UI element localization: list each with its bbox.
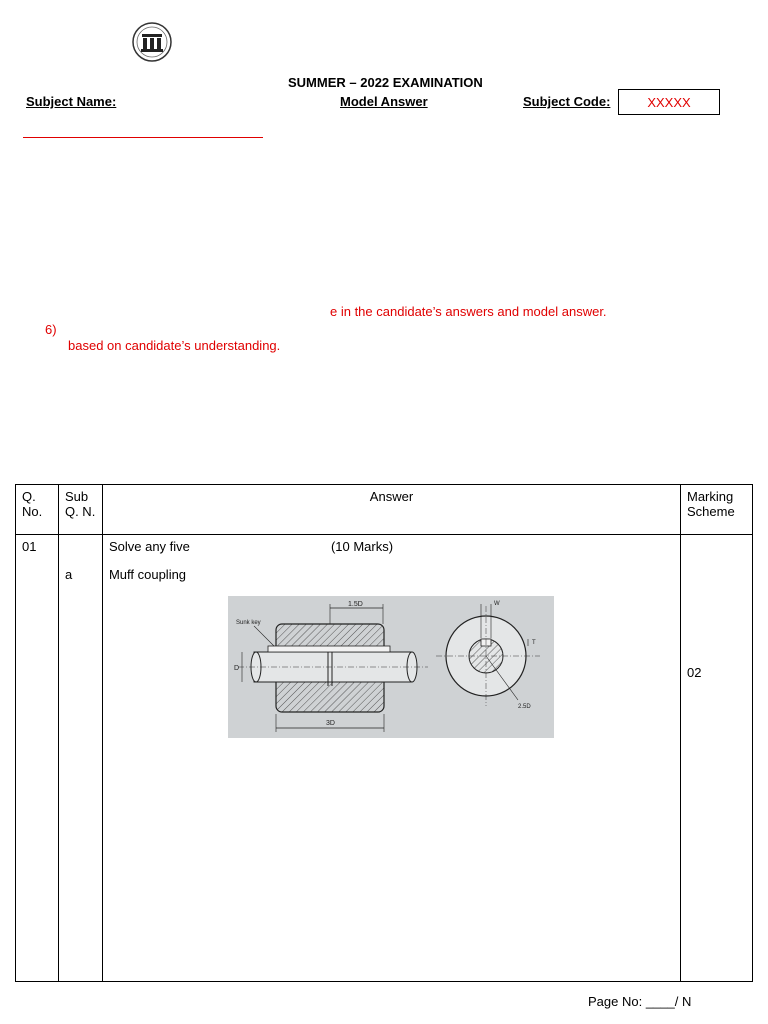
- instruction-line-a: e in the candidate’s answers and model answer.: [330, 304, 607, 319]
- label-sunk-key: Sunk key: [236, 620, 261, 626]
- instruction-line-b: based on candidate’s understanding.: [68, 338, 281, 353]
- dim-top: 1.5D: [348, 601, 363, 608]
- header-qno: Q. No.: [16, 485, 59, 535]
- cell-marking-scheme: 02: [681, 535, 753, 982]
- subject-name-label: Subject Name:: [26, 94, 117, 109]
- model-answer-label: Model Answer: [340, 94, 428, 109]
- label-thickness: T: [532, 640, 536, 646]
- dim-bottom: 3D: [326, 720, 335, 727]
- label-width: W: [494, 601, 500, 607]
- subject-name-underline: [23, 137, 263, 138]
- instruction-item-number: 6): [45, 322, 57, 337]
- subject-code-value: XXXXX: [647, 94, 691, 110]
- muff-coupling-figure: [228, 596, 554, 738]
- header-marking-scheme: Marking Scheme: [681, 485, 753, 535]
- answer-topic: Muff coupling: [108, 567, 187, 582]
- solve-instruction: Solve any five: [108, 539, 190, 554]
- header-subq: Sub Q. N.: [58, 485, 102, 535]
- label-radius: 2.5D: [518, 704, 531, 710]
- header-answer: Answer: [102, 485, 680, 535]
- exam-title: SUMMER – 2022 EXAMINATION: [288, 75, 483, 90]
- subject-code-label: Subject Code:: [523, 94, 611, 109]
- institution-logo: [128, 20, 176, 64]
- marks-note: (10 Marks): [330, 539, 394, 554]
- cell-subq: a: [58, 535, 102, 982]
- table-header-row: [16, 485, 753, 535]
- dim-left: D: [234, 665, 240, 672]
- page-number: Page No: ____/ N: [588, 994, 692, 1009]
- cell-qno: 01: [16, 535, 59, 982]
- subject-code-box: [618, 89, 720, 115]
